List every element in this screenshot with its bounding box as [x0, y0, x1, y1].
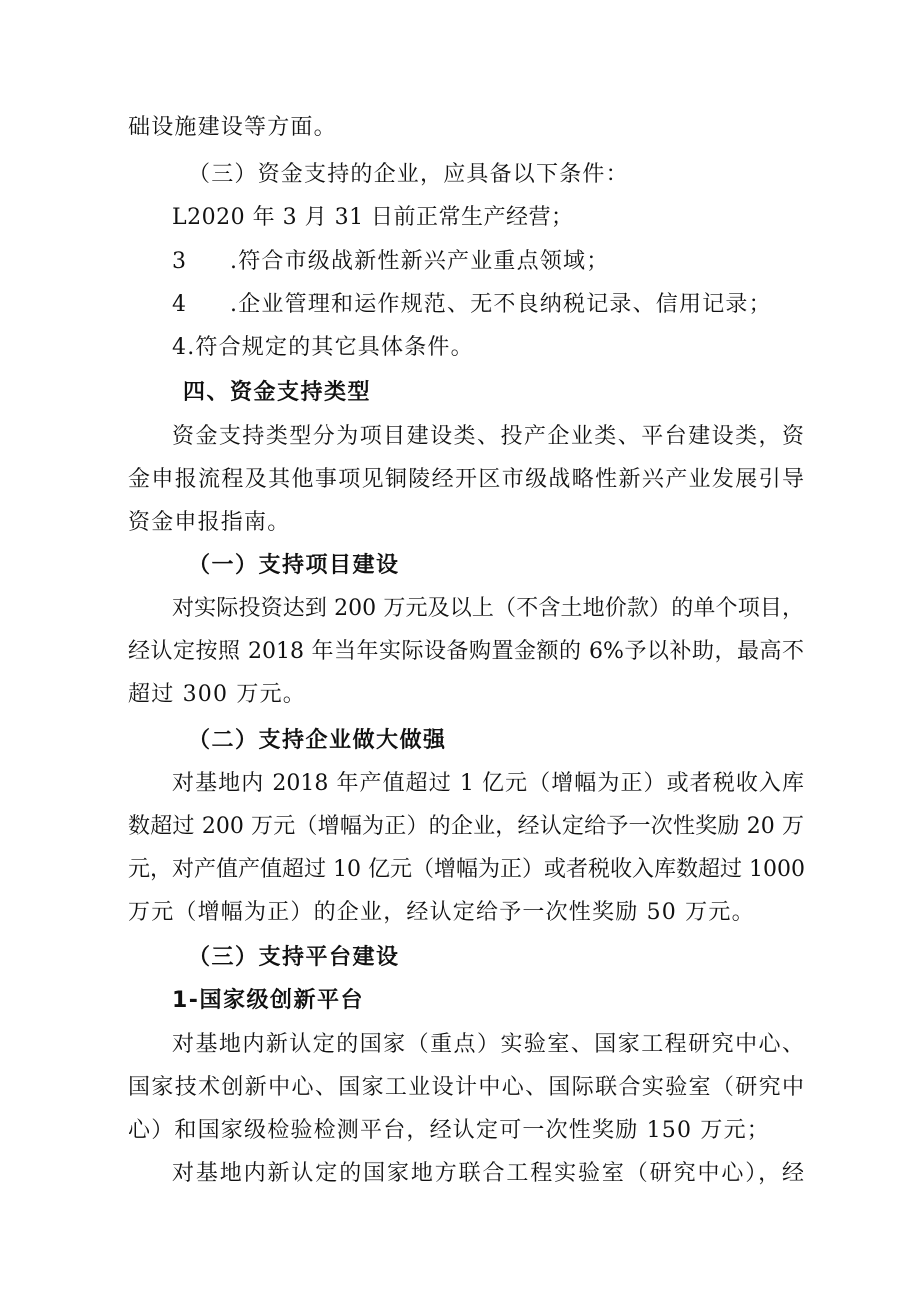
section-4-paragraph-line-3: 资金申报指南。: [128, 510, 291, 535]
subsection-heading-2: （二）支持企业做大做强: [188, 728, 447, 753]
subsection-1-line-1: 对实际投资达到 200 万元及以上（不含土地价款）的单个项目，: [172, 596, 804, 621]
subsection-heading-3: （三）支持平台建设: [188, 945, 400, 970]
subsection-2-line-4: 万元（增幅为正）的企业，经认定给予一次性奖励 50 万元。: [128, 900, 755, 925]
section-4-paragraph-line-1: 资金支持类型分为项目建设类、投产企业类、平台建设类，资: [172, 424, 804, 449]
subsection-3-line-3: 心）和国家级检验检测平台，经认定可一次性奖励 150 万元；: [128, 1118, 770, 1143]
subsection-3-line-4: 对基地内新认定的国家地方联合工程实验室（研究中心），经: [172, 1161, 804, 1186]
subsection-2-line-3: 元，对产值产值超过 10 亿元（增幅为正）或者税收入库数超过 1000: [128, 857, 805, 882]
subsection-3-line-2: 国家技术创新中心、国家工业设计中心、国际联合实验室（研究中: [128, 1075, 804, 1100]
condition-item-2: [172, 247, 609, 277]
subsection-2-line-1: 对基地内 2018 年产值超过 1 亿元（增幅为正）或者税收入库: [172, 771, 804, 796]
condition-item-2-text: .符合市级战新性新兴产业重点领域；: [230, 249, 610, 274]
subsection-1-line-2: 经认定按照 2018 年当年实际设备购置金额的 6%予以补助，最高不: [128, 639, 804, 664]
subsection-3-line-1: 对基地内新认定的国家（重点）实验室、国家工程研究中心、: [172, 1032, 804, 1057]
platform-level-heading: 1-国家级创新平台: [172, 988, 364, 1013]
condition-item-2-number: 3: [172, 249, 188, 274]
subsection-2-line-2: 数超过 200 万元（增幅为正）的企业，经认定给予一次性奖励 20 万: [128, 814, 804, 839]
section-4-paragraph-line-2: 金申报流程及其他事项见铜陵经开区市级战略性新兴产业发展引导: [128, 467, 804, 492]
subsection-1-line-3: 超过 300 万元。: [128, 682, 306, 707]
condition-item-4: 4.符合规定的其它具体条件。: [172, 335, 474, 360]
condition-item-3: [172, 290, 772, 320]
condition-heading: （三）资金支持的企业，应具备以下条件：: [188, 162, 629, 187]
section-heading-4: 四、资金支持类型: [183, 380, 372, 405]
condition-item-3-text: .企业管理和运作规范、无不良纳税记录、信用记录；: [230, 292, 772, 317]
subsection-heading-1: （一）支持项目建设: [188, 553, 400, 578]
condition-item-1: L2020 年 3 月 31 日前正常生产经营；: [172, 205, 574, 230]
paragraph-continuation: 础设施建设等方面。: [128, 115, 337, 140]
condition-item-3-number: 4: [172, 292, 188, 317]
